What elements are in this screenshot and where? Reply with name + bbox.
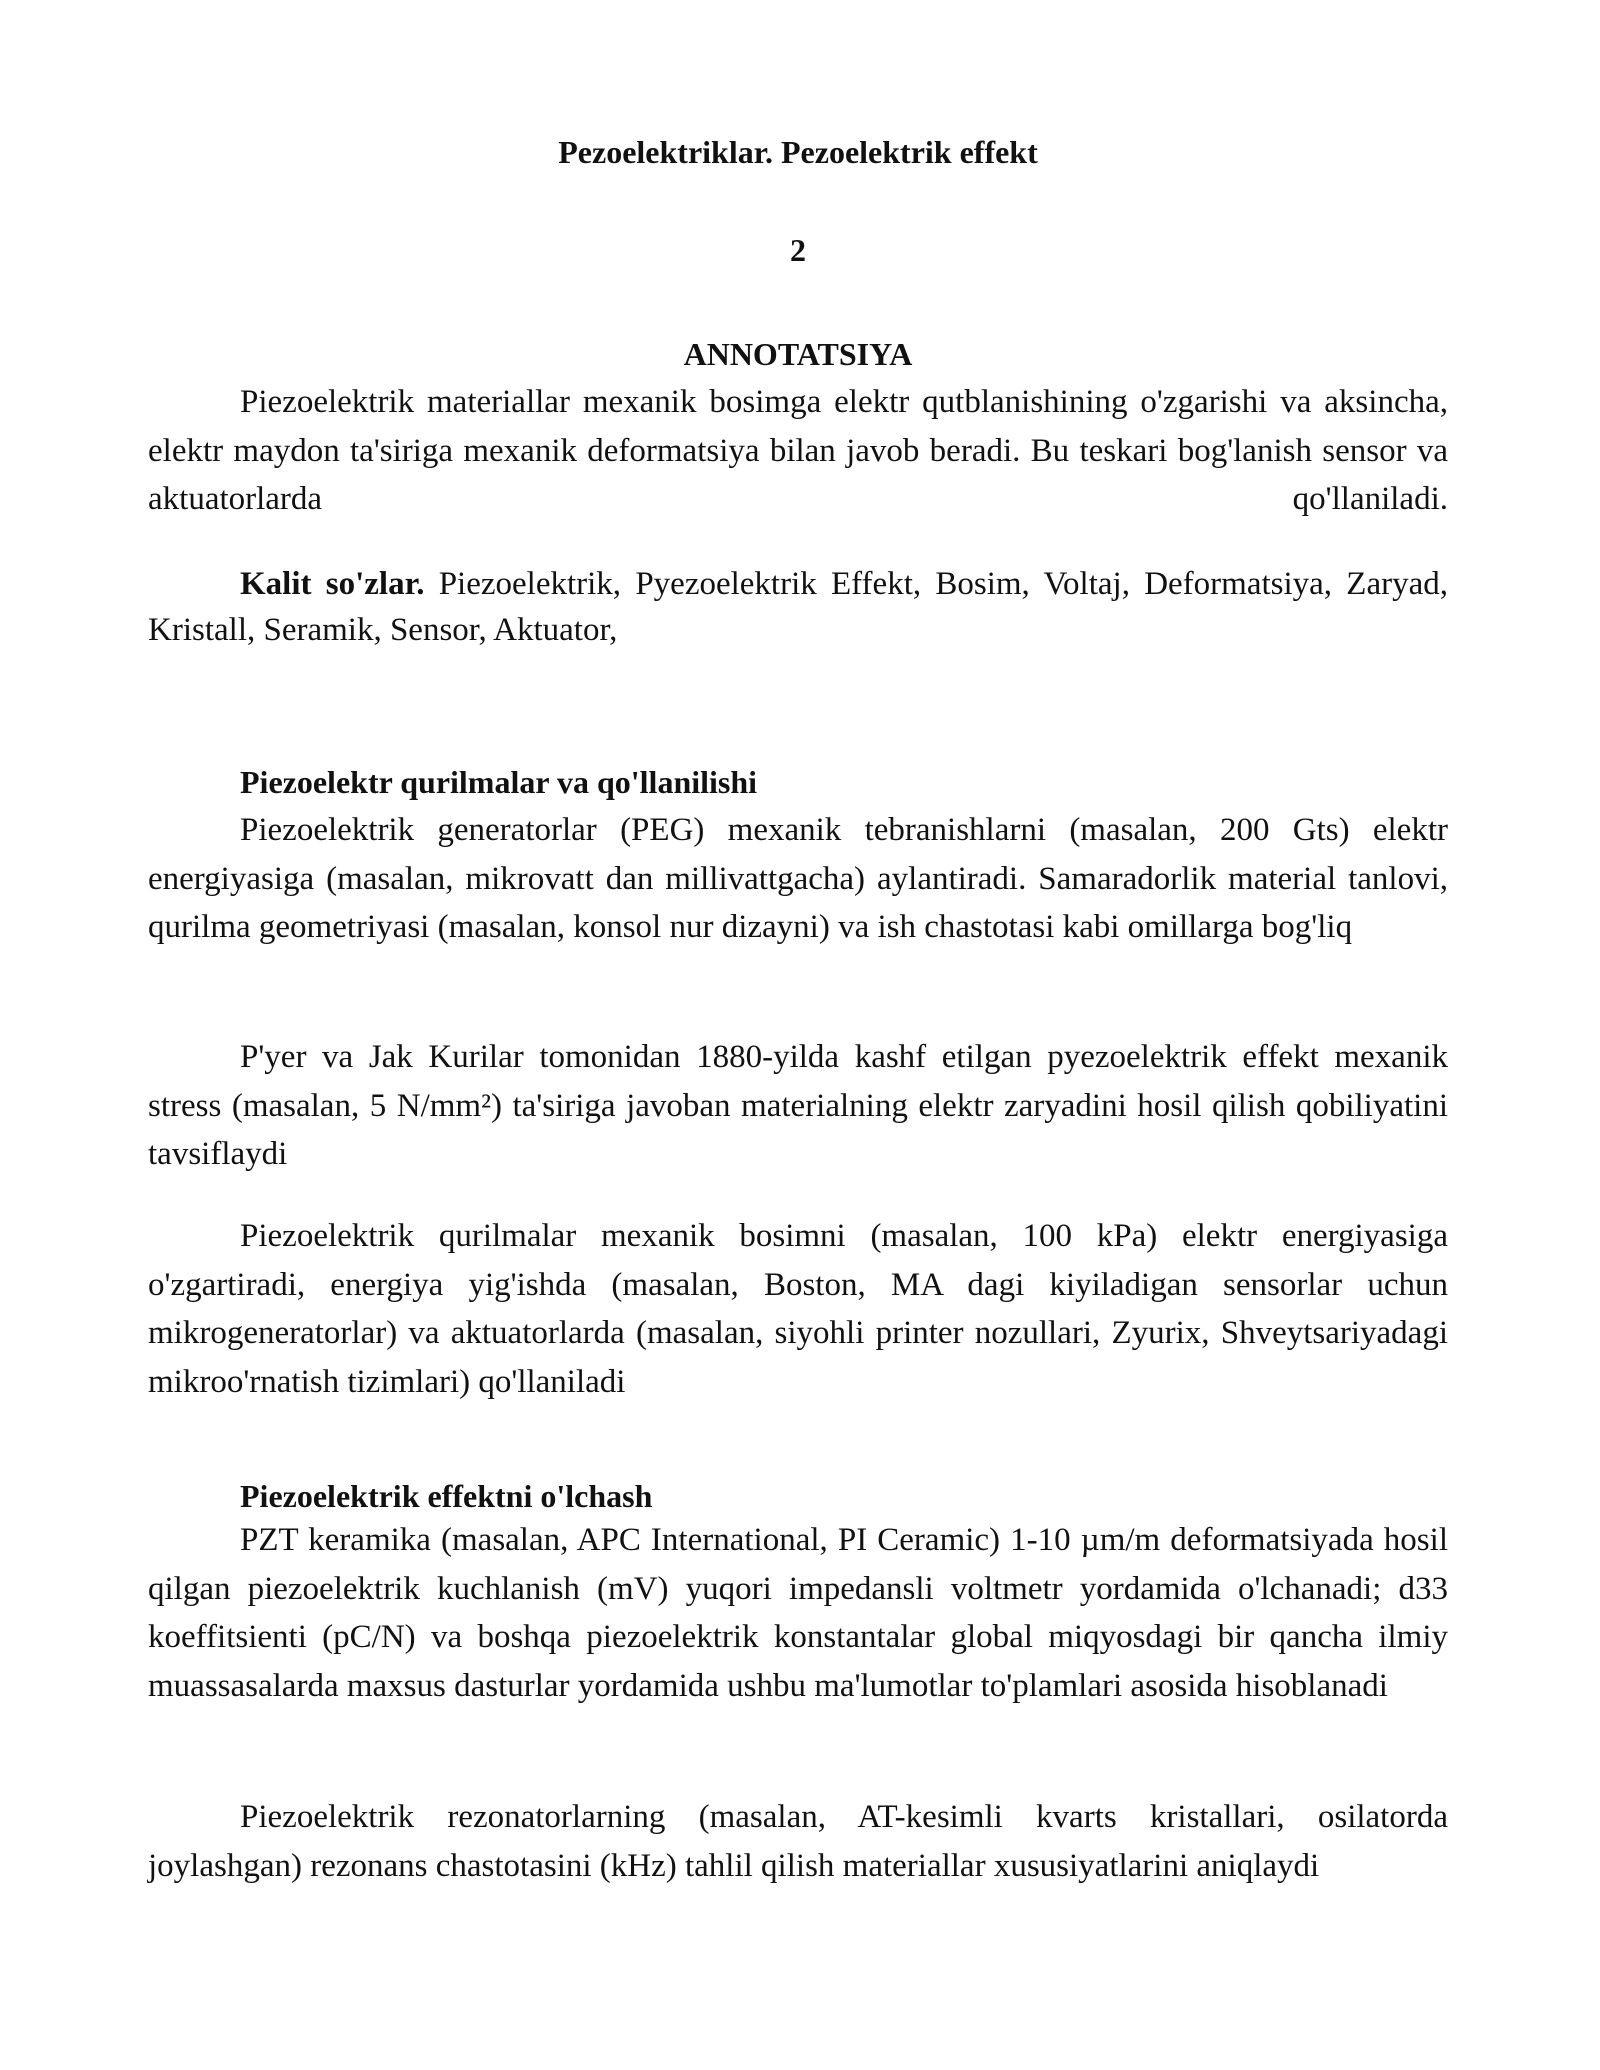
annotation-text: Piezoelektrik materiallar mexanik bosimga elektr qutblanishining o'zgarishi va aksincha, elektr maydon ta'siriga mexanik deformatsiya bilan javob beradi. Bu teskari bog'lanish sensor va aktuatorlarda qo'llaniladi. (148, 384, 1448, 517)
section1-paragraph-3 (148, 1212, 1448, 1406)
section-heading-measurement: Piezoelektrik effektni o'lchash (240, 1478, 653, 1514)
section2-paragraph-1 (148, 1516, 1448, 1710)
annotation-heading: ANNOTATSIYA (683, 336, 913, 372)
keywords-text: Piezoelektrik, Pyezoelektrik Effekt, Bosim, Voltaj, Deformatsiya, Zaryad, Kristall, Seramik, Sensor, Aktuator, (148, 566, 1448, 648)
section1-text-1: Piezoelektrik generatorlar (PEG) mexanik tebranishlarni (masalan, 200 Gts) elektr energiyasiga (masalan, mikrovatt dan millivattgacha) aylantiradi. Samaradorlik material tanlovi, qurilma geometriyasi (masalan, konsol nur dizayni) va ish chastotasi kabi omillarga bog'liq (148, 812, 1448, 945)
section2-paragraph-2 (148, 1793, 1448, 1890)
annotation-block (148, 378, 1448, 524)
section1-paragraph-2 (148, 1033, 1448, 1179)
section2-text-2: Piezoelektrik rezonatorlarning (masalan, AT-kesimli kvarts kristallari, osilatorda joylashgan) rezonans chastotasini (kHz) tahlil qilish materiallar xususiyatlarini aniqlaydi (148, 1799, 1448, 1884)
section-heading-devices: Piezoelektr qurilmalar va qo'llanilishi (240, 764, 758, 800)
keywords-paragraph (148, 561, 1448, 653)
section2-text-1: PZT keramika (masalan, APC International, PI Ceramic) 1-10 µm/m deformatsiyada hosil qilgan piezoelektrik kuchlanish (mV) yuqori impedansli voltmetr yordamida o'lchanadi; d33 koeffitsienti (pC/N) va boshqa piezoelektrik konstantalar global miqyosdagi bir qancha ilmiy muassasalarda maxsus dasturlar yordamida ushbu ma'lumotlar to'plamlari asosida hisoblanadi (148, 1522, 1448, 1704)
keywords-label: Kalit so'zlar. (240, 566, 425, 602)
section1-paragraph-1 (148, 806, 1448, 952)
section1-text-2: P'yer va Jak Kurilar tomonidan 1880-yilda kashf etilgan pyezoelektrik effekt mexanik stress (masalan, 5 N/mm²) ta'siriga javoban materialning elektr zaryadini hosil qilish qobiliyatini tavsiflaydi (148, 1039, 1448, 1172)
document-title: Pezoelektriklar. Pezoelektrik effekt (558, 134, 1038, 170)
section1-text-3: Piezoelektrik qurilmalar mexanik bosimni (masalan, 100 kPa) elektr energiyasiga o'zgartiradi, energiya yig'ishda (masalan, Boston, MA dagi kiyiladigan sensorlar uchun mikrogeneratorlar) va aktuatorlarda (masalan, siyohli printer nozullari, Zyurix, Shveytsariyadagi mikroo'rnatish tizimlari) qo'llaniladi (148, 1218, 1448, 1400)
page-number: 2 (790, 232, 806, 268)
keywords-block (148, 561, 1448, 653)
